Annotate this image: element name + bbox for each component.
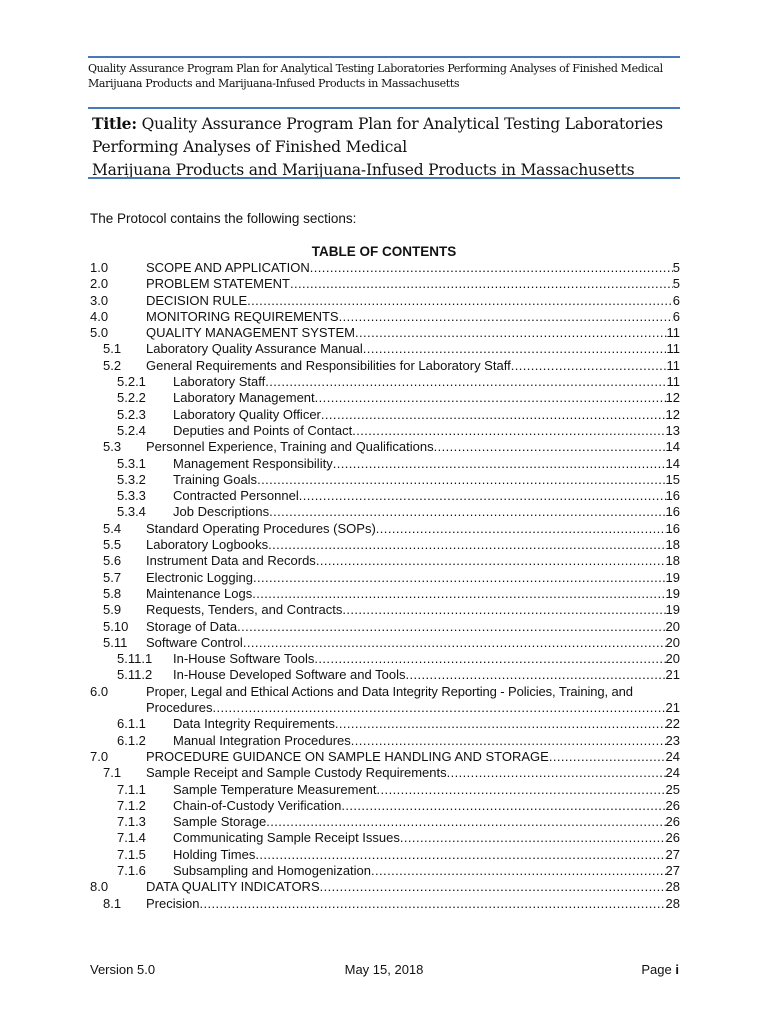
toc-entry-page: 5 — [672, 260, 680, 275]
toc-entry-number: 5.3.1 — [117, 455, 146, 471]
toc-dot-leader — [351, 733, 666, 749]
toc-entry-page: 18 — [665, 537, 680, 553]
toc-entry-title: Subsampling and Homogenization — [173, 862, 372, 878]
toc-entry-title: Chain-of-Custody Verification — [173, 797, 342, 813]
toc-dot-leader — [342, 602, 665, 618]
toc-entry-title: Sample Receipt and Sample Custody Requirements — [146, 765, 447, 781]
title-line-1: Quality Assurance Program Plan for Analytical Testing Laboratories — [136, 115, 663, 133]
toc-entry[interactable] — [90, 830, 680, 846]
toc-entry-number: 1.0 — [90, 260, 109, 275]
toc-entry[interactable] — [90, 537, 680, 553]
toc-entry[interactable] — [90, 570, 680, 586]
toc-entry-title: Training Goals — [173, 471, 258, 487]
toc-dot-leader — [266, 814, 665, 830]
toc-entry-title: DECISION RULE — [146, 292, 248, 308]
toc-entry[interactable] — [90, 684, 680, 717]
toc-entry-title: Communicating Sample Receipt Issues — [173, 830, 400, 846]
toc-dot-leader — [237, 619, 665, 635]
toc-entry-title: In-House Software Tools — [173, 651, 315, 667]
toc-entry-number: 6.0 — [90, 683, 109, 699]
toc-entry-page: 21 — [665, 667, 680, 683]
toc-entry-title: MONITORING REQUIREMENTS — [146, 308, 339, 324]
toc-entry[interactable] — [90, 293, 680, 309]
toc-entry-title: Contracted Personnel — [173, 488, 299, 504]
toc-entry-number: 5.0 — [90, 325, 109, 341]
toc-entry-page: 11 — [666, 325, 680, 341]
toc-dot-leader — [549, 749, 666, 765]
toc-dot-leader — [314, 651, 665, 667]
toc-entry-title: SCOPE AND APPLICATION — [146, 260, 310, 275]
toc-entry-page: 28 — [665, 895, 680, 911]
toc-dot-leader — [405, 667, 665, 683]
toc-entry-page: 13 — [665, 422, 680, 438]
toc-entry-title: Proper, Legal and Ethical Actions and Data Integrity Reporting - Policies, Training, and — [146, 683, 633, 699]
toc-dot-leader — [310, 260, 673, 276]
header-divider — [88, 107, 680, 109]
toc-entry-number: 5.7 — [103, 569, 122, 585]
toc-entry-page: 19 — [665, 602, 680, 618]
toc-entry-page: 22 — [665, 716, 680, 732]
toc-dot-leader — [363, 341, 667, 357]
toc-dot-leader — [247, 293, 673, 309]
toc-entry-title: Manual Integration Procedures — [173, 732, 351, 748]
toc-entry[interactable] — [90, 553, 680, 569]
toc-dot-leader — [352, 423, 665, 439]
toc-entry-page: 24 — [665, 748, 680, 764]
toc-entry-number: 5.4 — [103, 520, 122, 536]
toc-entry-page: 12 — [665, 406, 680, 422]
toc-entry-title: Instrument Data and Records — [146, 553, 316, 569]
toc-entry-title: PROCEDURE GUIDANCE ON SAMPLE HANDLING AND STORAGE — [146, 748, 549, 764]
toc-entry[interactable] — [90, 863, 680, 879]
toc-entry[interactable] — [90, 896, 680, 912]
toc-entry[interactable] — [90, 472, 680, 488]
toc-entry-page: 12 — [665, 390, 680, 406]
toc-entry-number: 5.1 — [103, 341, 122, 357]
toc-entry-title: Job Descriptions — [173, 504, 270, 520]
toc-entry-page: 14 — [665, 439, 680, 455]
toc-dot-leader — [400, 830, 666, 846]
toc-entry-title: Holding Times — [173, 846, 256, 862]
toc-dot-leader — [268, 537, 665, 553]
toc-entry-number: 8.0 — [90, 879, 109, 895]
toc-dot-leader — [511, 358, 667, 374]
toc-entry-title: Electronic Logging — [146, 569, 253, 585]
toc-entry-number: 7.1.2 — [117, 797, 146, 813]
toc-entry[interactable] — [90, 423, 680, 439]
toc-entry-number: 7.0 — [90, 748, 109, 764]
running-header — [88, 56, 680, 91]
toc-entry-title: Laboratory Quality Assurance Manual — [146, 341, 363, 357]
toc-dot-leader — [265, 374, 666, 390]
running-header-line-2: Marijuana Products and Marijuana-Infused Products in Massachusetts — [88, 77, 460, 90]
toc-entry-number: 7.1.4 — [117, 830, 146, 846]
toc-entry-page: 28 — [665, 879, 680, 895]
footer-page-value: i — [675, 962, 679, 977]
toc-entry-number: 5.2.3 — [117, 406, 146, 422]
toc-entry-title: Standard Operating Procedures (SOPs) — [146, 520, 376, 536]
toc-entry-page: 20 — [665, 634, 680, 650]
toc-entry-number: 5.10 — [103, 618, 129, 634]
toc-entry-title: Management Responsibility — [173, 455, 333, 471]
toc-entry-number: 5.11 — [103, 634, 128, 650]
toc-entry-title: Laboratory Quality Officer — [173, 406, 321, 422]
table-of-contents — [90, 260, 680, 912]
toc-entry-title: Personnel Experience, Training and Qualifications — [146, 439, 434, 455]
toc-dot-leader — [257, 472, 665, 488]
toc-entry[interactable] — [90, 651, 680, 667]
toc-dot-leader — [371, 863, 666, 879]
toc-entry-page: 18 — [665, 553, 680, 569]
toc-entry-page: 19 — [665, 585, 680, 601]
toc-entry-number: 2.0 — [90, 276, 109, 292]
toc-entry[interactable] — [90, 586, 680, 602]
toc-dot-leader — [333, 456, 666, 472]
toc-entry-title: DATA QUALITY INDICATORS — [146, 879, 320, 895]
toc-entry[interactable] — [90, 407, 680, 423]
toc-entry-title: Requests, Tenders, and Contracts — [146, 602, 343, 618]
toc-entry-number: 3.0 — [90, 292, 109, 308]
toc-entry-number: 5.11.2 — [117, 667, 153, 683]
footer-page-number — [641, 961, 679, 979]
title-divider — [88, 177, 680, 179]
toc-dot-leader — [377, 782, 666, 798]
toc-entry-page: 11 — [666, 374, 680, 390]
toc-entry[interactable] — [90, 798, 680, 814]
toc-entry-number: 7.1.6 — [117, 862, 146, 878]
toc-entry-number: 7.1.3 — [117, 814, 146, 830]
toc-entry-page: 27 — [665, 862, 680, 878]
toc-entry[interactable] — [90, 390, 680, 406]
toc-entry[interactable] — [90, 635, 680, 651]
toc-entry-title: General Requirements and Responsibilities for Laboratory Staff — [146, 357, 511, 373]
toc-entry-number: 7.1.5 — [117, 846, 146, 862]
toc-entry[interactable] — [90, 260, 680, 276]
toc-entry-page: 23 — [665, 732, 680, 748]
toc-entry-page: 5 — [672, 276, 680, 292]
toc-dot-leader — [290, 276, 673, 292]
toc-entry-number: 6.1.1 — [117, 716, 146, 732]
toc-dot-leader — [316, 553, 666, 569]
toc-entry[interactable] — [90, 504, 680, 520]
toc-entry-title: Procedures — [146, 700, 213, 716]
toc-entry-title: Software Control — [146, 634, 243, 650]
toc-entry[interactable] — [90, 325, 680, 341]
toc-entry-page: 16 — [665, 520, 680, 536]
toc-entry-number: 5.11.1 — [117, 651, 153, 667]
toc-entry-number: 7.1.1 — [117, 781, 146, 797]
toc-entry[interactable] — [90, 619, 680, 635]
document-title — [92, 112, 680, 182]
toc-heading: TABLE OF CONTENTS — [311, 244, 457, 259]
toc-entry-page: 20 — [665, 651, 680, 667]
toc-entry-number: 5.8 — [103, 585, 122, 601]
toc-dot-leader — [252, 586, 665, 602]
toc-entry-page: 19 — [665, 569, 680, 585]
toc-entry-page: 20 — [665, 618, 680, 634]
toc-entry[interactable] — [90, 847, 680, 863]
toc-entry-number: 5.2 — [103, 357, 122, 373]
toc-entry-number: 5.2.4 — [117, 422, 146, 438]
toc-entry-title: Data Integrity Requirements — [173, 716, 335, 732]
toc-entry-number: 5.9 — [103, 602, 122, 618]
toc-dot-leader — [315, 390, 666, 406]
toc-entry-page: 11 — [666, 357, 680, 373]
toc-entry-title: In-House Developed Software and Tools — [173, 667, 406, 683]
toc-entry-number: 5.3 — [103, 439, 122, 455]
toc-dot-leader — [255, 847, 665, 863]
toc-entry[interactable] — [90, 456, 680, 472]
toc-entry[interactable] — [90, 782, 680, 798]
title-line-2: Performing Analyses of Finished Medical — [92, 138, 408, 156]
toc-entry-number: 6.1.2 — [117, 732, 146, 748]
toc-entry[interactable] — [90, 749, 680, 765]
toc-dot-leader — [253, 570, 666, 586]
toc-dot-leader — [199, 896, 665, 912]
toc-dot-leader — [321, 407, 666, 423]
toc-entry-number: 5.2.1 — [117, 374, 146, 390]
toc-entry[interactable] — [90, 374, 680, 390]
toc-entry[interactable] — [90, 879, 680, 895]
toc-dot-leader — [212, 700, 665, 716]
toc-dot-leader — [320, 879, 666, 895]
toc-dot-leader — [243, 635, 666, 651]
toc-entry-page: 27 — [665, 846, 680, 862]
toc-dot-leader — [434, 439, 666, 455]
footer-date: May 15, 2018 — [344, 962, 424, 977]
toc-entry-page: 6 — [672, 308, 680, 324]
footer-page-label: Page — [641, 962, 676, 977]
toc-entry-page: 16 — [665, 488, 680, 504]
toc-entry[interactable] — [90, 439, 680, 455]
toc-entry-page: 26 — [665, 797, 680, 813]
toc-entry-number: 8.1 — [103, 895, 122, 911]
toc-entry-title: Sample Storage — [173, 814, 267, 830]
intro-text: The Protocol contains the following sections: — [90, 211, 357, 226]
toc-entry-number: 5.3.3 — [117, 488, 146, 504]
toc-entry-page: 15 — [665, 471, 680, 487]
toc-entry[interactable] — [90, 765, 680, 781]
footer-version: Version 5.0 — [90, 962, 156, 977]
toc-entry[interactable] — [90, 602, 680, 618]
title-line-3: Marijuana Products and Marijuana-Infused Products in Massachusetts — [92, 161, 635, 179]
toc-entry-page: 21 — [665, 700, 680, 716]
toc-entry-number: 7.1 — [103, 765, 122, 781]
toc-entry-title: Laboratory Staff — [173, 374, 266, 390]
title-label: Title: — [92, 114, 137, 133]
toc-entry-number: 5.3.4 — [117, 504, 146, 520]
toc-dot-leader — [269, 504, 665, 520]
toc-entry[interactable] — [90, 716, 680, 732]
toc-entry-title: Storage of Data — [146, 618, 238, 634]
toc-entry-page: 14 — [665, 455, 680, 471]
toc-entry-title: Precision — [146, 895, 200, 911]
toc-dot-leader — [376, 521, 666, 537]
toc-entry[interactable] — [90, 276, 680, 292]
toc-dot-leader — [339, 309, 673, 325]
toc-entry-number: 4.0 — [90, 308, 109, 324]
toc-entry-title: Sample Temperature Measurement — [173, 781, 377, 797]
toc-dot-leader — [299, 488, 666, 504]
toc-entry-page: 25 — [665, 781, 680, 797]
toc-entry-number: 5.5 — [103, 537, 122, 553]
toc-entry-number: 5.6 — [103, 553, 122, 569]
toc-entry-page: 11 — [666, 341, 680, 357]
toc-dot-leader — [355, 325, 666, 341]
page-footer — [0, 961, 768, 979]
toc-entry-title: Deputies and Points of Contact — [173, 422, 353, 438]
toc-entry-page: 16 — [665, 504, 680, 520]
toc-entry-page: 24 — [665, 765, 680, 781]
toc-entry[interactable] — [90, 814, 680, 830]
toc-entry-title: QUALITY MANAGEMENT SYSTEM — [146, 325, 356, 341]
toc-entry-number: 5.2.2 — [117, 390, 146, 406]
toc-entry-page: 26 — [665, 830, 680, 846]
toc-entry-title: Maintenance Logs — [146, 585, 253, 601]
toc-dot-leader — [335, 716, 666, 732]
toc-entry-title: Laboratory Management — [173, 390, 315, 406]
toc-entry-number: 5.3.2 — [117, 471, 146, 487]
toc-entry[interactable] — [90, 733, 680, 749]
toc-entry-page: 6 — [672, 292, 680, 308]
toc-entry[interactable] — [90, 341, 680, 357]
running-header-line-1: Quality Assurance Program Plan for Analytical Testing Laboratories Performing Analyses of Finished Medical — [88, 62, 663, 75]
toc-entry-page: 26 — [665, 814, 680, 830]
toc-entry-title: Laboratory Logbooks — [146, 537, 269, 553]
toc-dot-leader — [341, 798, 665, 814]
toc-entry[interactable] — [90, 358, 680, 374]
toc-entry[interactable] — [90, 521, 680, 537]
toc-entry-title: PROBLEM STATEMENT — [146, 276, 290, 292]
toc-entry[interactable] — [90, 488, 680, 504]
toc-entry[interactable] — [90, 309, 680, 325]
toc-dot-leader — [447, 765, 666, 781]
toc-entry[interactable] — [90, 667, 680, 683]
